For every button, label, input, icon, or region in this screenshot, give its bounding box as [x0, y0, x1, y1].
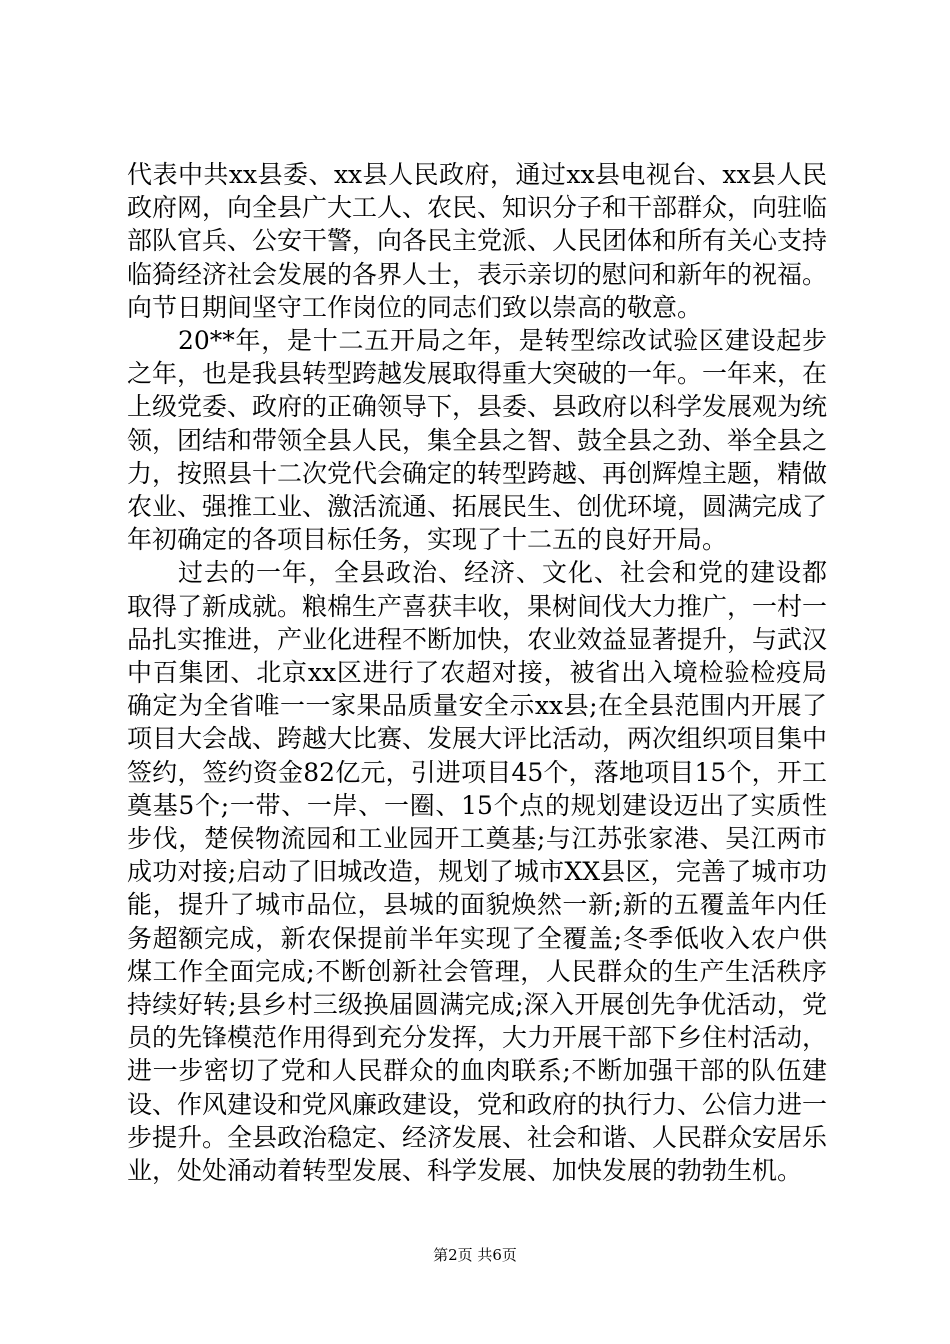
- paragraph-3: 过去的一年，全县政治、经济、文化、社会和党的建设都取得了新成就。粮棉生产喜获丰收，果树间伐大力推广，一村一品扎实推进，产业化进程不断加快，农业效益显著提升，与武汉中百集团、北京xx区进行了农超对接，被省出入境检验检疫局确定为全省唯一一家果品质量安全示xx县;在全县范围内开展了项目大会战、跨越大比赛、发展大评比活动，两次组织项目集中签约，签约资金82亿元，引进项目45个，落地项目15个，开工奠基5个;一带、一岸、一圈、15个点的规划建设迈出了实质性步伐，楚侯物流园和工业园开工奠基;与江苏张家港、吴江两市成功对接;启动了旧城改造，规划了城市XX县区，完善了城市功能，提升了城市品位，县城的面貌焕然一新;新的五覆盖年内任务超额完成，新农保提前半年实现了全覆盖;冬季低收入农户供煤工作全面完成;不断创新社会管理，人民群众的生产生活秩序持续好转;县乡村三级换届圆满完成;深入开展创先争优活动，党员的先锋模范作用得到充分发挥，大力开展干部下乡住村活动，进一步密切了党和人民群众的血肉联系;不断加强干部的队伍建设、作风建设和党风廉政建设，党和政府的执行力、公信力进一步提升。全县政治稳定、经济发展、社会和谐、人民群众安居乐业，处处涌动着转型发展、科学发展、加快发展的勃勃生机。: [127, 558, 828, 1186]
- paragraph-2: 20**年，是十二五开局之年，是转型综改试验区建设起步之年，也是我县转型跨越发展取得重大突破的一年。一年来，在上级党委、政府的正确领导下，县委、县政府以科学发展观为统领，团结和带领全县人民，集全县之智、鼓全县之劲、举全县之力，按照县十二次党代会确定的转型跨越、再创辉煌主题，精做农业、强推工业、激活流通、拓展民生、创优环境，圆满完成了年初确定的各项目标任务，实现了十二五的良好开局。: [127, 326, 828, 555]
- paragraph-1: 代表中共xx县委、xx县人民政府，通过xx县电视台、xx县人民政府网，向全县广大工人、农民、知识分子和干部群众，向驻临部队官兵、公安干警，向各民主党派、人民团体和所有关心支持临猗经济社会发展的各界人士，表示亲切的慰问和新年的祝福。向节日期间坚守工作岗位的同志们致以崇高的敬意。: [127, 160, 828, 322]
- page-number-footer: 第2页 共6页: [433, 1246, 517, 1264]
- document-body: [127, 158, 827, 1187]
